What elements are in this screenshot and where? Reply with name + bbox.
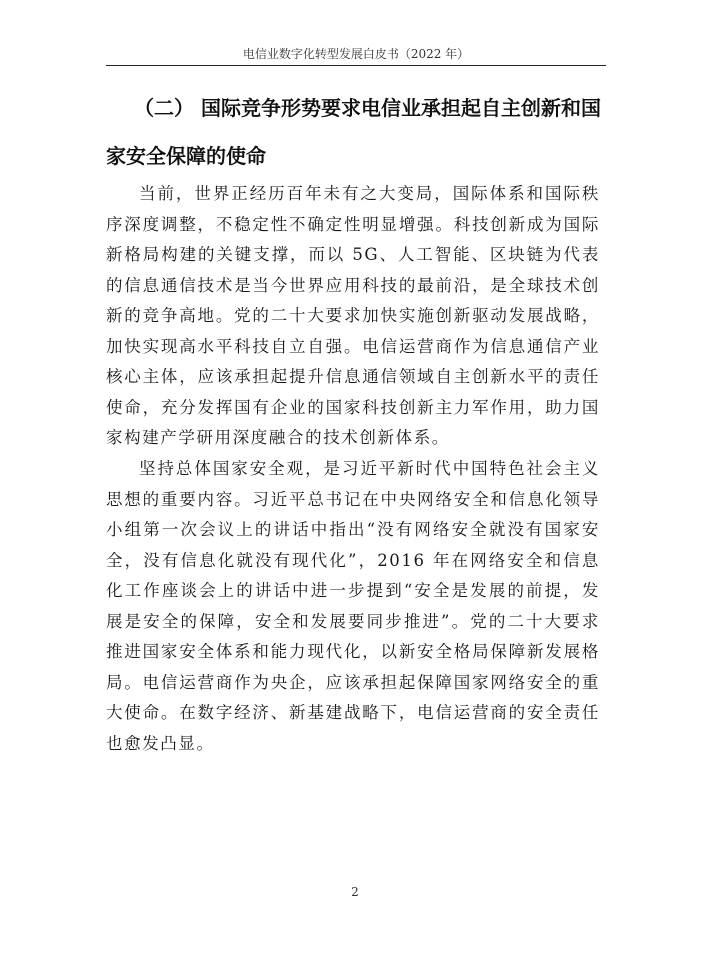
running-header: 电信业数字化转型发展白皮书（2022 年） (242, 47, 470, 61)
body-paragraph-1: 当前，世界正经历百年未有之大变局，国际体系和国际秩序深度调整，不稳定性不确定性明显增强。科技创新成为国际新格局构建的关键支撑，而以 5G、人工智能、区块链为代表的信息通信技术是当今世界应用科技的最前沿，是全球技术创新的竞争高地。党的二十大要求加快实施创新驱动发展战略，加快实现高水平科技自立自强。电信运营商作为信息通信产业核心主体，应该承担起提升信息通信领域自主创新水平的责任使命，充分发挥国有企业的国家科技创新主力军作用，助力国家构建产学研用深度融合的技术创新体系。 (106, 184, 600, 447)
header-divider (106, 65, 606, 66)
page-number: 2 (351, 885, 359, 899)
body-paragraph-2: 坚持总体国家安全观，是习近平新时代中国特色社会主义思想的重要内容。习近平总书记在中央网络安全和信息化领导小组第一次会议上的讲话中指出“没有网络安全就没有国家安全，没有信息化就没有现代化”，2016 年在网络安全和信息化工作座谈会上的讲话中进一步提到“安全是发展的前提，发展是安全的保障，安全和发展要同步推进”。党的二十大要求推进国家安全体系和能力现代化，以新安全格局保障新发展格局。电信运营商作为央企，应该承担起保障国家网络安全的重大使命。在数字经济、新基建战略下，电信运营商的安全责任也愈发凸显。 (106, 459, 600, 753)
section-heading-line-1: （二） 国际竞争形势要求电信业承担起自主创新和国 (134, 96, 601, 120)
section-heading-line-2: 家安全保障的使命 (106, 144, 266, 168)
